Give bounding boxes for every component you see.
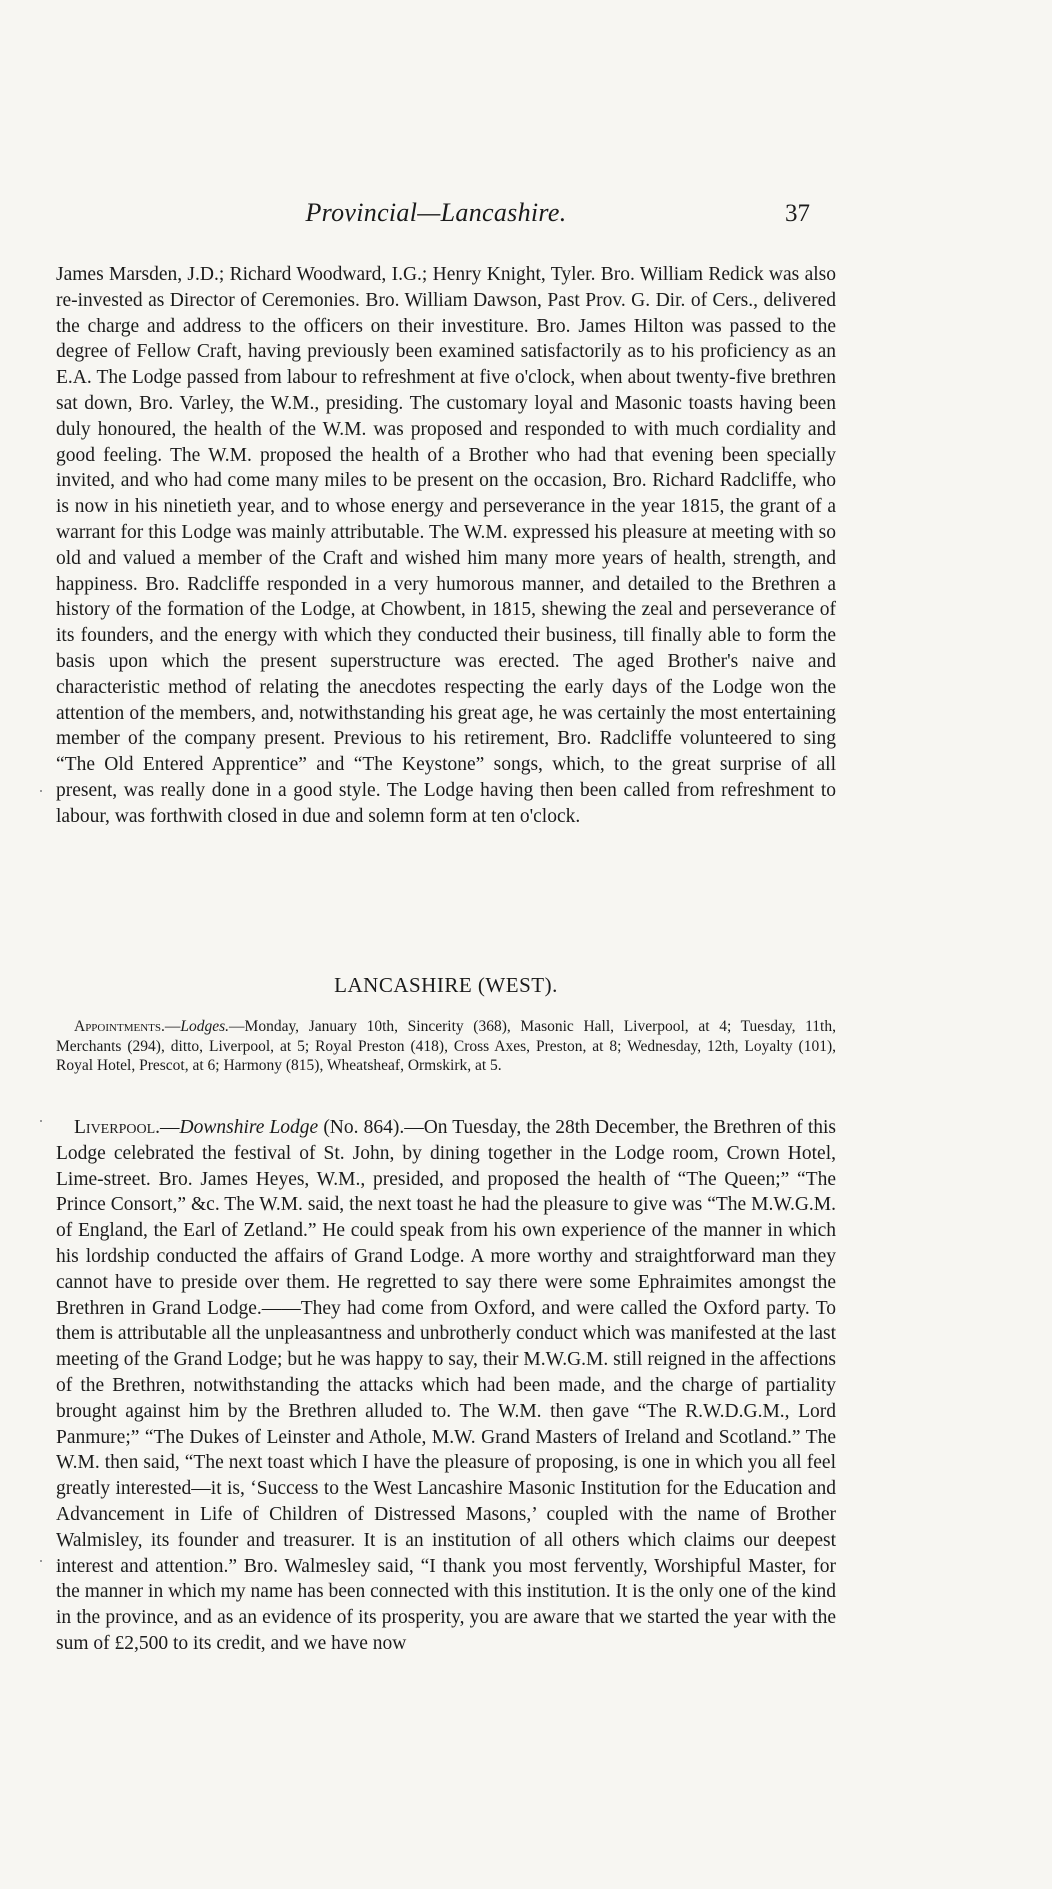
appointments-text: Monday, January 10th, Sincerity (368), Masonic Hall, Liverpool, at 4; Tuesday, 11th, Merchants (294), ditto, Liverpool, at 5; Royal Preston (418), Cross Axes, Preston, at 8; Wednesday, 12th, Loyalty (101), Royal Hotel, Prescot, at 6; Harmony (815), Wheatsheaf, Ormskirk, at 5. [56, 1018, 836, 1074]
margin-speck [40, 1120, 42, 1122]
page-number: 37 [785, 200, 810, 227]
appointments-paragraph: Appointments.—Lodges.—Monday, January 10th, Sincerity (368), Masonic Hall, Liverpool, at 4; Tuesday, 11th, Merchants (294), ditto, Liverpool, at 5; Royal Preston (418), Cross Axes, Preston, at 8; Wednesday, 12th, Loyalty (101), Royal Hotel, Prescot, at 6; Harmony (815), Wheatsheaf, Ormskirk, at 5. [56, 1018, 836, 1074]
margin-speck [40, 790, 42, 792]
section-heading: LANCASHIRE (WEST). [334, 973, 558, 997]
liverpool-lodge-name: Downshire Lodge [179, 1117, 319, 1138]
margin-speck [40, 1560, 42, 1562]
continued-paragraph-text: James Marsden, J.D.; Richard Woodward, I.G.; Henry Knight, Tyler. Bro. William Redick was also re-invested as Director of Ceremonies. Bro. William Dawson, Past Prov. G. Dir. of Cers., delivered the charge and address to the officers on their investiture. Bro. James Hilton was passed to the degree of Fellow Craft, having previously been examined satisfactorily as to his proficiency as an E.A. The Lodge passed from labour to refreshment at five o'clock, when about twenty-five brethren sat down, Bro. Varley, the W.M., presiding. The customary loyal and Masonic toasts having been duly honoured, the health of the W.M. was proposed and responded to with much cordiality and good feeling. The W.M. proposed the health of a Brother who had that evening been specially invited, and who had come many miles to be present on the occasion, Bro. Richard Radcliffe, who is now in his ninetieth year, and to whose energy and perseverance in the year 1815, the grant of a warrant for this Lodge was mainly attributable. The W.M. expressed his pleasure at meeting with so old and valued a member of the Craft and wished him many more years of health, strength, and happiness. Bro. Radcliffe responded in a very humorous manner, and detailed to the Brethren a history of the formation of the Lodge, at Chowbent, in 1815, shewing the zeal and perseverance of its founders, and the energy with which they conducted their business, till finally able to form the basis upon which the present superstructure was erected. The aged Brother's naive and characteristic method of relating the anecdotes respecting the early days of the Lodge won the attention of the members, and, notwithstanding his great age, he was certainly the most entertaining member of the company present. Previous to his retirement, Bro. Radcliffe volunteered to sing “The Old Entered Apprentice” and “The Keystone” songs, which, to the great surprise of all present, was really done in a good style. The Lodge having then been called from refreshment to labour, was forthwith closed in due and solemn form at ten o'clock. [56, 264, 836, 827]
appointments-sublabel: Lodges. [180, 1018, 230, 1035]
liverpool-label: Liverpool. [74, 1117, 161, 1138]
liverpool-paragraph: Liverpool.—Downshire Lodge (No. 864).—On Tuesday, the 28th December, the Brethren of this Lodge celebrated the festival of St. John, by dining together in the Lodge room, Crown Hotel, Lime-street. Bro. James Heyes, W.M., presided, and proposed the health of “The Queen;” “The Prince Consort,” &c. The W.M. said, the next toast he had the pleasure to give was “The M.W.G.M. of England, the Earl of Zetland.” He could speak from his own experience of the manner in which his lordship conducted the affairs of Grand Lodge. A more worthy and straightforward man they cannot have to preside over them. He regretted to say there were some Ephraimites amongst the Brethren in Grand Lodge.——They had come from Oxford, and were called the Oxford party. To them is attributable all the unpleasantness and unbrotherly conduct which was manifested at the last meeting of the Grand Lodge; but he was happy to say, their M.W.G.M. still reigned in the affections of the Brethren, notwithstanding the attacks which had been made, and the charge of partiality brought against him by the Brethren alluded to. The W.M. then gave “The R.W.D.G.M., Lord Panmure;” “The Dukes of Leinster and Athole, M.W. Grand Masters of Ireland and Scotland.” The W.M. then said, “The next toast which I have the pleasure of proposing, is one in which you all feel greatly interested—it is, ‘Success to the West Lancashire Masonic Institution for the Education and Advancement in Life of Children of Distressed Masons,’ coupled with the name of Brother Walmisley, its founder and treasurer. It is an institution of all others which claims our deepest interest and attention.” Bro. Walmesley said, “I thank you most fervently, Worshipful Master, for the manner in which my name has been connected with this institution. It is the only one of the kind in the province, and as an evidence of its prosperity, you are aware that we started the year with the sum of £2,500 to its credit, and we have now [56, 1117, 836, 1654]
running-title: Provincial—Lancashire. [305, 198, 567, 227]
liverpool-text: (No. 864).—On Tuesday, the 28th December, the Brethren of this Lodge celebrated the festival of St. John, by dining together in the Lodge room, Crown Hotel, Lime-street. Bro. James Heyes, W.M., presided, and proposed the health of “The Queen;” “The Prince Consort,” &c. The W.M. said, the next toast he had the pleasure to give was “The M.W.G.M. of England, the Earl of Zetland.” He could speak from his own experience of the manner in which his lordship conducted the affairs of Grand Lodge. A more worthy and straightforward man they cannot have to preside over them. He regretted to say there were some Ephraimites amongst the Brethren in Grand Lodge.——They had come from Oxford, and were called the Oxford party. To them is attributable all the unpleasantness and unbrotherly conduct which was manifested at the last meeting of the Grand Lodge; but he was happy to say, their M.W.G.M. still reigned in the affections of the Brethren, notwithstanding the attacks which had been made, and the charge of partiality brought against him by the Brethren alluded to. The W.M. then gave “The R.W.D.G.M., Lord Panmure;” “The Dukes of Leinster and Athole, M.W. Grand Masters of Ireland and Scotland.” The W.M. then said, “The next toast which I have the pleasure of proposing, is one in which you all feel greatly interested—it is, ‘Success to the West Lancashire Masonic Institution for the Education and Advancement in Life of Children of Distressed Masons,’ coupled with the name of Brother Walmisley, its founder and treasurer. It is an institution of all others which claims our deepest interest and attention.” Bro. Walmesley said, “I thank you most fervently, Worshipful Master, for the manner in which my name has been connected with this institution. It is the only one of the kind in the province, and as an evidence of its prosperity, you are aware that we started the year with the sum of £2,500 to its credit, and we have now [56, 1117, 836, 1654]
continued-paragraph [56, 262, 836, 830]
appointments-label: Appointments. [74, 1018, 165, 1035]
